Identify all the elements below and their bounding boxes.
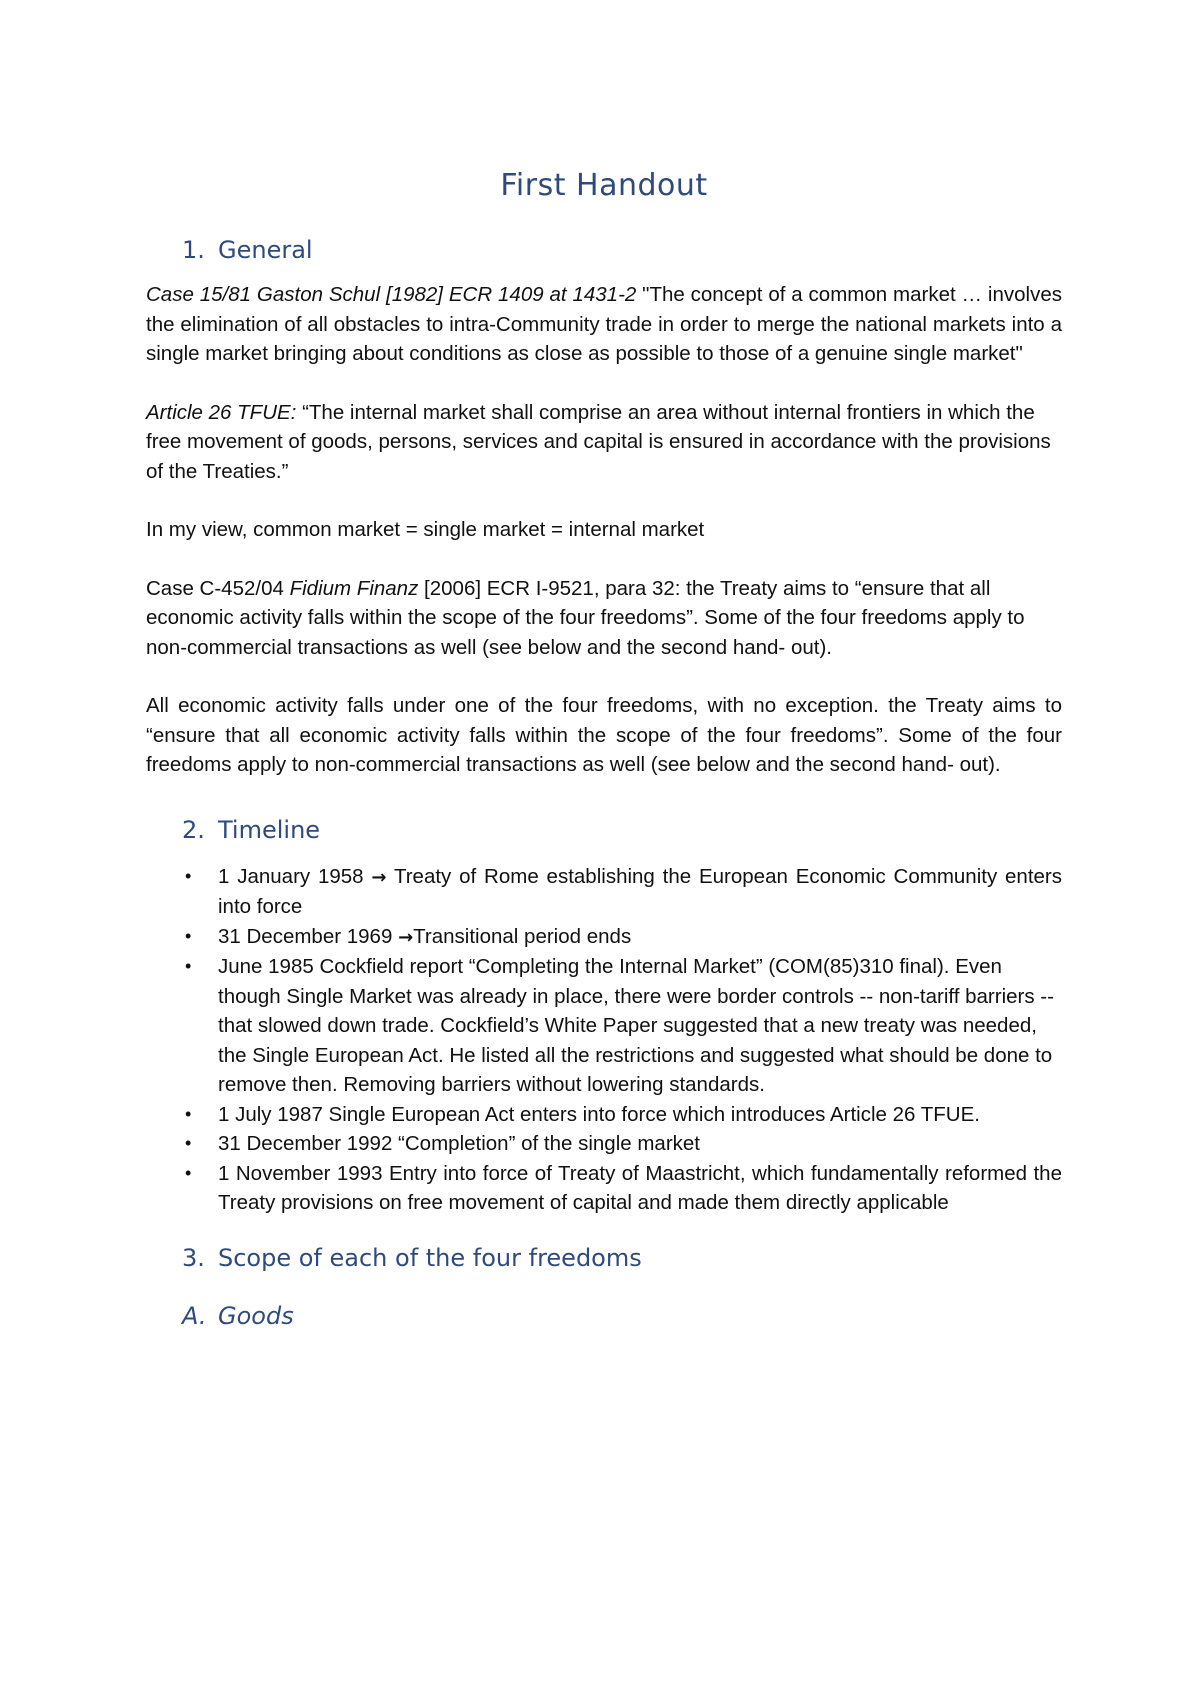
section-heading-text: Timeline — [218, 815, 321, 844]
bullet-icon: • — [185, 956, 192, 976]
subsection-heading-text: Goods — [218, 1301, 294, 1330]
case-prefix: Case C-452/04 — [146, 576, 290, 600]
paragraph-gaston-schul — [146, 280, 1062, 369]
paragraph-view: In my view, common market = single market = internal market — [146, 518, 705, 541]
subsection-heading-goods — [146, 1300, 1062, 1332]
timeline-text: June 1985 Cockfield report “Completing the Internal Market” (COM(85)310 final). Even though Single Market was already in place, there were border controls -- non-tariff barriers -- that slowed down trade. Cockfield’s White Paper suggested that a new treaty was needed, the Single European Act. He listed all the restrictions and suggested what should be done to remove then. Removing barriers without lowering standards. — [218, 955, 1054, 1096]
bullet-icon: • — [185, 865, 192, 886]
subsection-letter: A. — [182, 1301, 207, 1330]
timeline-text: 1 July 1987 Single European Act enters into force which introduces Article 26 TFUE. — [218, 1102, 980, 1126]
paragraph-article-26 — [146, 398, 1062, 487]
section-number: 1. — [182, 236, 205, 264]
timeline-list — [146, 862, 1062, 1218]
bullet-icon: • — [185, 1103, 192, 1124]
timeline-text: 31 December 1992 “Completion” of the single market — [218, 1132, 700, 1155]
section-heading-general — [146, 234, 1062, 266]
case-name: Fidium Finanz — [289, 576, 419, 600]
document-title: First Handout — [500, 168, 708, 203]
section-number: 3. — [182, 1243, 205, 1272]
arrow-right-icon: → — [398, 926, 414, 948]
timeline-item — [146, 1100, 1062, 1130]
timeline-item — [146, 1129, 1062, 1159]
timeline-item — [146, 952, 1062, 1100]
document-content — [146, 166, 1062, 1332]
quote-text: "The concept of a common market … involves the elimination of all obstacles to intra-Community trade in order to merge the national markets into a single market bringing about conditions as close as possible to those of a genuine single market" — [146, 283, 1062, 365]
section-number: 2. — [182, 815, 205, 844]
timeline-text: Treaty of Rome establishing the European Economic Community enters into force — [218, 864, 1062, 918]
paragraph-fidium-finanz — [146, 574, 1062, 663]
bullet-icon: • — [185, 1133, 192, 1153]
timeline-item — [146, 922, 1062, 953]
arrow-right-icon: → — [371, 866, 387, 888]
timeline-date: 31 December 1969 — [218, 924, 399, 948]
timeline-date: 1 January 1958 — [218, 864, 372, 888]
section-heading-text: General — [218, 236, 313, 264]
timeline-item — [146, 1159, 1062, 1218]
bullet-icon: • — [185, 1162, 192, 1183]
timeline-text: 1 November 1993 Entry into force of Treaty of Maastricht, which fundamentally reformed the Treaty provisions on free movement of capital and made them directly applicable — [218, 1161, 1062, 1214]
timeline-text: Transitional period ends — [413, 924, 632, 948]
article-citation: Article 26 TFUE: — [146, 400, 297, 424]
case-citation: Case 15/81 Gaston Schul [1982] ECR 1409 at 1431-2 — [146, 283, 637, 306]
section-heading-timeline — [146, 814, 1062, 846]
section-heading-scope — [146, 1242, 1062, 1274]
paragraph-text: [2006] ECR I-9521, para 32: the Treaty aims to “ensure that all economic activity falls within the scope of the four freedoms”. Some of the four freedoms apply to non-commercial transactions as well (see below and the second hand- out). — [146, 576, 1025, 659]
bullet-icon: • — [185, 925, 192, 946]
paragraph-economic-activity: All economic activity falls under one of the four freedoms, with no exception. the Treaty aims to “ensure that all economic activity falls within the scope of the four freedoms”. Some of the four freedoms apply to non-commercial transactions as well (see below and the second hand- out). — [146, 694, 1062, 776]
quote-text: “The internal market shall comprise an area without internal frontiers in which the free movement of goods, persons, services and capital is ensured in accordance with the provisions of the Treaties.” — [146, 400, 1051, 483]
timeline-item — [146, 862, 1062, 922]
section-heading-text: Scope of each of the four freedoms — [218, 1243, 642, 1272]
